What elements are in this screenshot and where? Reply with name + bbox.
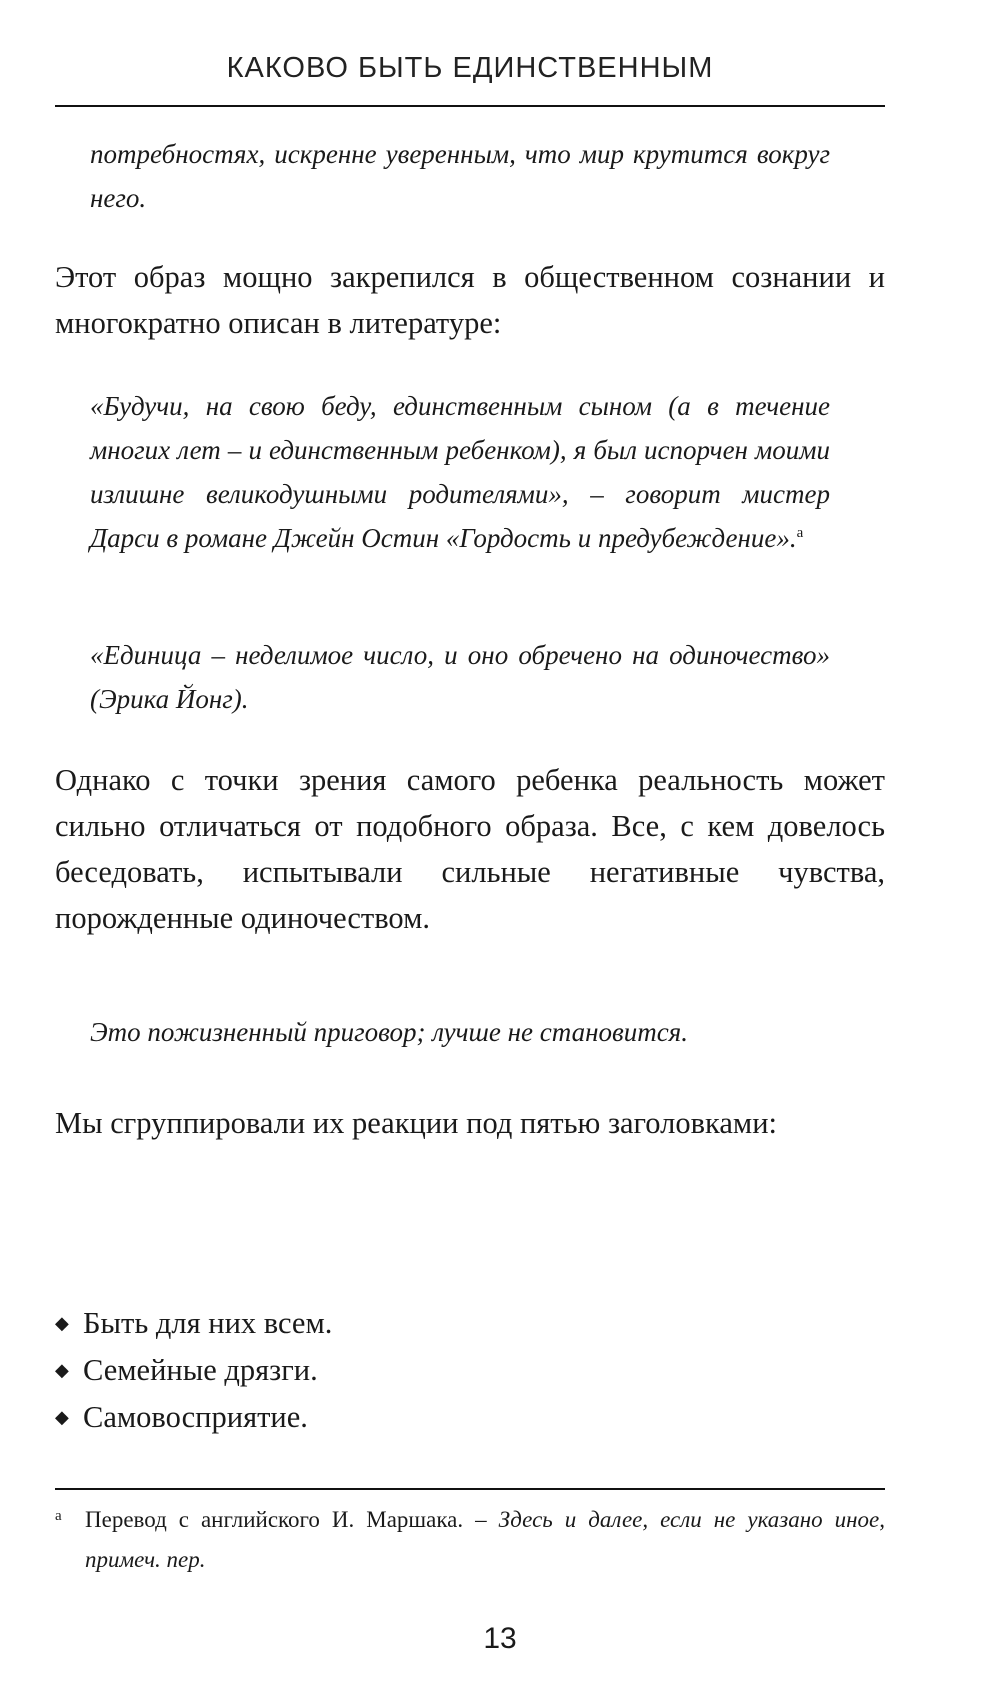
list-item (55, 1347, 885, 1394)
page-number: 13 (483, 1622, 517, 1655)
diamond-bullet-icon: ◆ (55, 1313, 69, 1333)
footnote-reference: а (796, 525, 804, 541)
list-item-text: Семейные дрязги. (83, 1353, 318, 1387)
diamond-bullet-icon: ◆ (55, 1407, 69, 1427)
footnote-body (55, 1500, 885, 1580)
life-sentence-italic: Это пожизненный приговор; лучше не становится. (90, 1017, 688, 1047)
list-item-text: Быть для них всем. (83, 1306, 333, 1340)
jong-quote: «Единица – неделимое число, и оно обречено на одиночество» (Эрика Йонг). (90, 640, 830, 714)
darcy-quote (90, 384, 830, 560)
reaction-list (55, 1300, 885, 1441)
image-paragraph: Этот образ мощно закрепился в общественном сознании и многократно описан в литературе: (55, 260, 885, 340)
grouped-paragraph: Мы сгруппировали их реакции под пятью заголовками: (55, 1106, 778, 1140)
footnote-italic-text: Здесь и далее, если не указано иное, примеч. пер. (85, 1507, 885, 1572)
continued-italic-paragraph: потребностях, искренне уверенным, что мир крутится вокруг него. (90, 139, 830, 213)
footnote-text: Перевод с английского И. Маршака. – (85, 1507, 499, 1532)
diamond-bullet-icon: ◆ (55, 1360, 69, 1380)
list-item (55, 1300, 885, 1347)
header-rule (55, 105, 885, 107)
footnote (55, 1500, 885, 1580)
footnote-mark: а (55, 1508, 62, 1524)
reality-paragraph: Однако с точки зрения самого ребенка реальность может сильно отличаться от подобного образа. Все, с кем довелось беседовать, испытывали сильные негативные чувства, порожденные одиночеством. (55, 763, 885, 935)
darcy-quote-text: «Будучи, на свою беду, единственным сыном (а в течение многих лет – и единственным ребенком), я был испорчен моими излишне великодушными родителями», – говорит мистер Дарси в романе Джейн Остин «Гордость и предубеждение». (90, 391, 830, 553)
list-item (55, 1394, 885, 1441)
footnote-rule (55, 1488, 885, 1490)
list-item-text: Самовосприятие. (83, 1400, 308, 1434)
running-head: КАКОВО БЫТЬ ЕДИНСТВЕННЫМ (226, 52, 714, 84)
